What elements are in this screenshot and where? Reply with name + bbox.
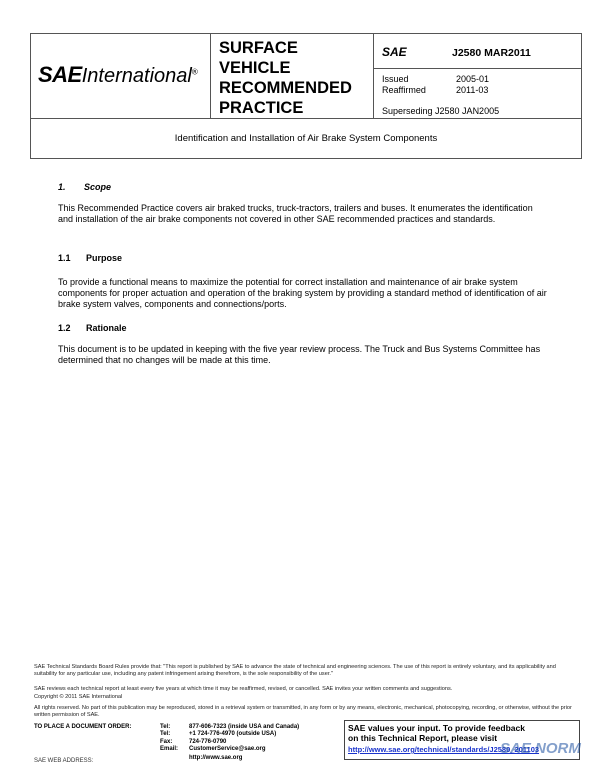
contact-email-link[interactable]: CustomerService@sae.org: [189, 746, 266, 752]
logo-registered-mark: ®: [191, 67, 198, 77]
contact-website-link[interactable]: http://www.sae.org: [189, 755, 243, 761]
sae-mini-logo: SAE: [382, 45, 407, 59]
section-heading-purpose: Purpose: [86, 253, 123, 263]
feedback-line: SAE values your input. To provide feedback: [348, 723, 525, 733]
section-number: 1.: [58, 182, 66, 192]
document-type: [219, 38, 369, 118]
section-heading-rationale: Rationale: [86, 323, 127, 333]
doc-type-line: RECOMMENDED: [219, 79, 352, 97]
contact-label: Tel:: [160, 724, 171, 730]
contact-label: Tel:: [160, 731, 171, 737]
watermark-logo: SAE NORM: [500, 740, 581, 757]
purpose-paragraph: To provide a functional means to maximize the potential for correct installation and maintenance of air brake system components for proper actuation and operation of the braking system by providing a standard method of identification of air brake system valves, components and connections/ports.: [58, 277, 547, 310]
issued-value: 2005-01: [456, 74, 490, 84]
doc-type-line: VEHICLE: [219, 59, 291, 77]
doc-type-line: SURFACE: [219, 39, 298, 57]
header-divider: [210, 33, 211, 119]
issued-label: Issued: [382, 74, 409, 84]
feedback-line: on this Technical Report, please visit: [348, 733, 498, 743]
contact-value: 724-776-0790: [189, 739, 227, 745]
order-label: TO PLACE A DOCUMENT ORDER:: [34, 724, 132, 730]
feedback-link[interactable]: http://www.sae.org/technical/standards/J2580_201103: [348, 745, 540, 754]
header-divider: [373, 68, 582, 69]
footer-review-text: SAE reviews each technical report at least every five years at which time it may be reaffirmed, revised, or cancelled. SAE invites your written comments and suggestions.: [34, 686, 453, 692]
logo-sae: SAE: [38, 62, 82, 87]
footer-copyright: Copyright © 2011 SAE International: [34, 694, 123, 700]
scope-paragraph: This Recommended Practice covers air braked trucks, truck-tractors, trailers and buses. It enumerates the identification and installation of the air brake components not covered in other SAE recommended practices and standards.: [58, 203, 533, 225]
logo-international: International: [81, 65, 192, 87]
contact-label: Email:: [160, 746, 179, 752]
header-divider: [373, 33, 374, 119]
contact-label: Fax:: [160, 739, 173, 745]
contact-value: 877-606-7323 (inside USA and Canada): [189, 724, 300, 730]
rationale-paragraph: This document is to be updated in keeping with the five year review process. The Truck and Bus Systems Committee has determined that no changes will be made at this time.: [58, 344, 541, 366]
superseding-note: Superseding J2580 JAN2005: [382, 106, 500, 116]
section-number: 1.2: [58, 323, 71, 333]
footer-rights-text: All rights reserved. No part of this publication may be reproduced, stored in a retrieval system or transmitted, in any form or by any means, electronic, mechanical, photocopying, recording, or otherwise, without the prior written permission of SAE.: [34, 705, 572, 718]
reaffirmed-value: 2011-03: [456, 85, 489, 95]
sae-international-logo: [38, 62, 198, 88]
document-number: J2580 MAR2011: [452, 47, 531, 59]
doc-type-line: PRACTICE: [219, 99, 304, 117]
section-heading-scope: Scope: [84, 182, 112, 192]
reaffirmed-label: Reaffirmed: [382, 85, 426, 95]
section-number: 1.1: [58, 253, 71, 263]
form-code: SAE WEB ADDRESS:: [34, 758, 94, 764]
document-title: Identification and Installation of Air Brake System Components: [174, 133, 438, 144]
footer-policy-text: SAE Technical Standards Board Rules provide that: "This report is published by SAE to advance the state of technical and engineering sciences. The use of this report is entirely voluntary, and its applicability and suitability for any particular use, including any patent infringement arising therefrom, is the sole responsibility of the user.": [34, 664, 556, 677]
contact-value: +1 724-776-4970 (outside USA): [189, 731, 277, 737]
